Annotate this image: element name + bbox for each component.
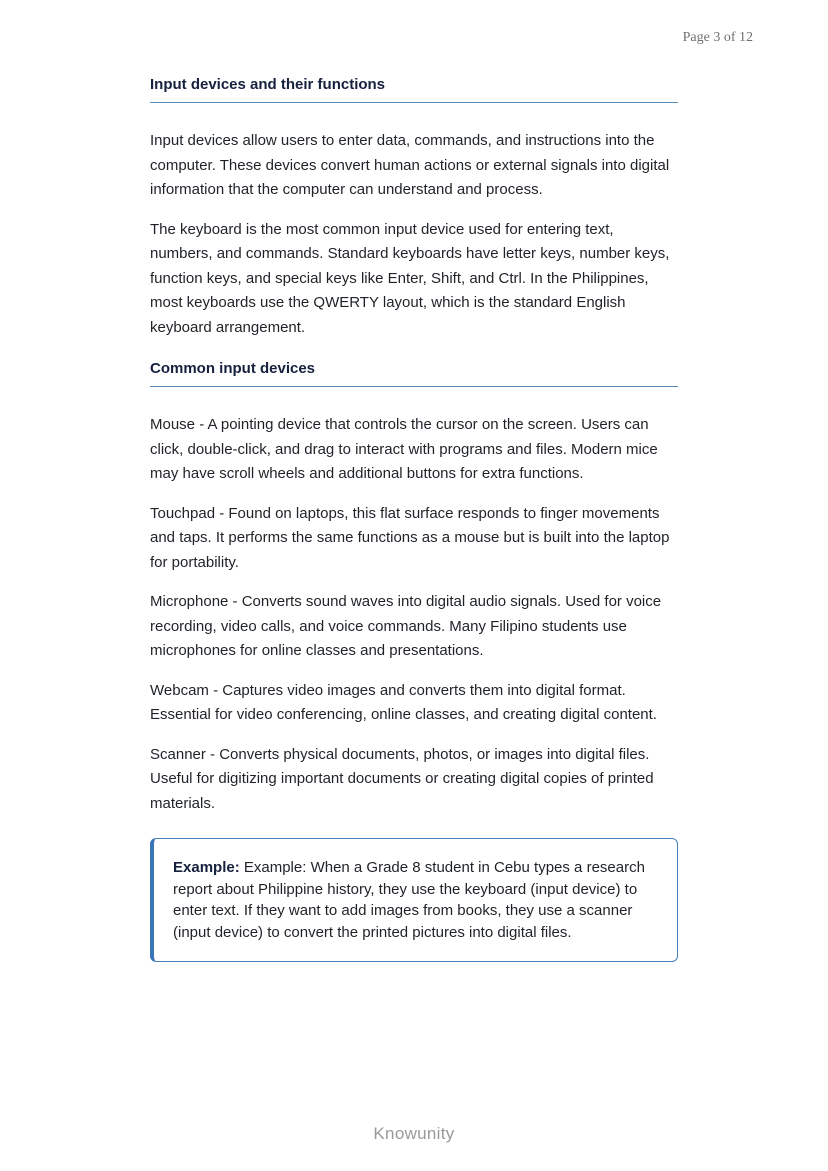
document-content bbox=[150, 76, 678, 962]
section-heading-input-devices: Input devices and their functions bbox=[150, 76, 678, 103]
paragraph: The keyboard is the most common input device used for entering text, numbers, and commands. Standard keyboards have letter keys, number keys, function keys, and special keys like Enter, Shift, and Ctrl. In the Philippines, most keyboards use the QWERTY layout, which is the standard English keyboard arrangement. bbox=[150, 220, 670, 336]
example-text: Example: When a Grade 8 student in Cebu types a research report about Philippine history, they use the keyboard (input device) to enter text. If they want to add images from books, they use a scanner (input device) to convert the printed pictures into digital files. bbox=[173, 859, 645, 941]
page-number: Page 3 of 12 bbox=[682, 30, 753, 45]
paragraph-scanner: Scanner - Converts physical documents, photos, or images into digital files. Useful for digitizing important documents or creating digital copies of printed materials. bbox=[150, 745, 654, 812]
paragraph-webcam: Webcam - Captures video images and converts them into digital format. Essential for video conferencing, online classes, and creating digital content. bbox=[150, 681, 657, 723]
example-callout bbox=[150, 838, 678, 962]
example-label: Example: bbox=[173, 859, 240, 876]
paragraph-touchpad: Touchpad - Found on laptops, this flat surface responds to finger movements and taps. It performs the same functions as a mouse but is built into the laptop for portability. bbox=[150, 504, 670, 571]
paragraph: Input devices allow users to enter data, commands, and instructions into the computer. These devices convert human actions or external signals into digital information that the computer can understand and process. bbox=[150, 132, 670, 198]
paragraph-microphone: Microphone - Converts sound waves into digital audio signals. Used for voice recording, video calls, and voice commands. Many Filipino students use microphones for online classes and presentations. bbox=[150, 593, 662, 659]
footer-brand: Knowunity bbox=[373, 1124, 455, 1143]
paragraph-mouse: Mouse - A pointing device that controls the cursor on the screen. Users can click, double-click, and drag to interact with programs and files. Modern mice may have scroll wheels and additional buttons for extra functions. bbox=[150, 416, 658, 482]
section-heading-common-input-devices: Common input devices bbox=[150, 360, 678, 387]
